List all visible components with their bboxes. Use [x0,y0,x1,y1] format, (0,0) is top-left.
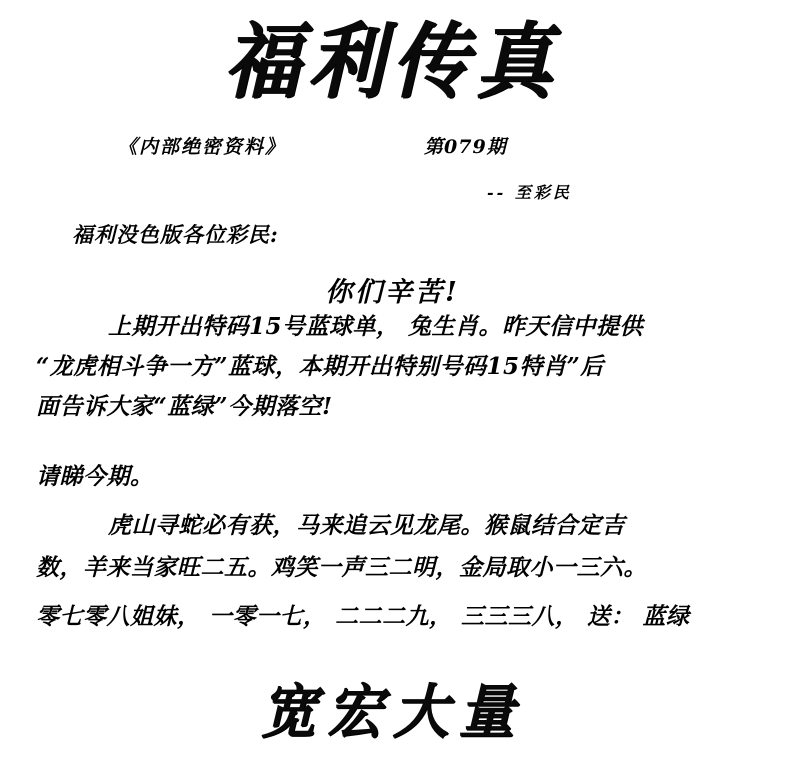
verse-line-2: 数，羊来当家旺二五。鸡笑一声三二明，金局取小一三六。 [36,554,647,581]
page-title: 福利传真 [224,13,561,110]
footer-slogan: 宽宏大量 [260,677,525,747]
greeting-line: 你们辛苦! [325,277,460,308]
body-paragraph-3: 面告诉大家“蓝绿”今期落空! [36,393,333,420]
issue-number: 第079期 [424,136,507,158]
verse-line-1-text: 虎山寻蛇必有获，马来追云见龙尾。猴鼠结合定吉 [108,512,625,539]
body-paragraph-1-text: 上期开出特码15号蓝球单， 兔生肖。昨天信中提供 [108,313,644,340]
byline: -- 至彩民 [487,183,572,202]
confidential-subtitle: 《内部绝密资料》 [118,136,287,158]
verse-line-1 [36,505,766,547]
subtitle-row [0,132,785,162]
body-paragraph-2: “龙虎相斗争一方”蓝球，本期开出特别号码15特肖”后 [36,353,604,380]
verse-line-3: 零七零八姐妹， 一零一七， 二二二九， 三三三八， 送： 蓝绿 [36,603,690,630]
body-paragraph-4: 请睇今期。 [36,463,154,490]
salutation: 福利没色版各位彩民: [72,222,279,247]
body-paragraph-1 [36,307,761,347]
